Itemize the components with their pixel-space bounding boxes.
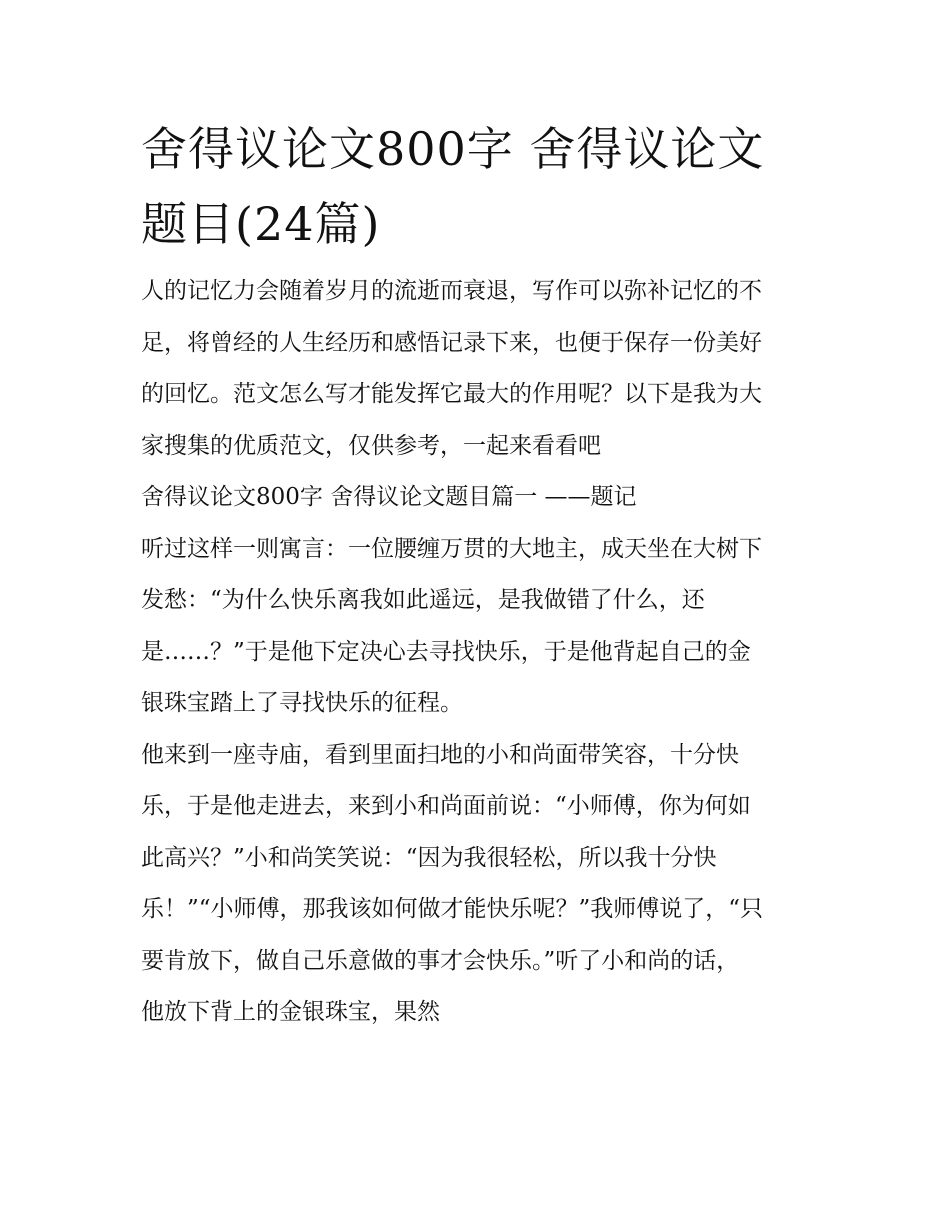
paragraph-line: 他来到一座寺庙，看到里面扫地的小和尚面带笑容，十分快: [141, 741, 739, 768]
paragraph-line: 足，将曾经的人生经历和感悟记录下来，也便于保存一份美好: [141, 329, 762, 356]
title-line-1: 舍得议论文800字 舍得议论文: [141, 122, 765, 176]
section-heading-line: 舍得议论文800字 舍得议论文题目篇一 ——题记: [141, 484, 637, 510]
paragraph-line: 乐！”“小师傅，那我该如何做才能快乐呢？”我师傅说了，“只: [141, 896, 764, 922]
title-line-2: 题目(24篇): [141, 197, 381, 251]
paragraph-line: 人的记忆力会随着岁月的流逝而衰退，写作可以弥补记忆的不: [141, 278, 762, 304]
body-paragraph-2: [141, 730, 813, 1039]
document-title: [141, 112, 813, 262]
paragraph-line: 的回忆。范文怎么写才能发挥它最大的作用呢？以下是我为大: [141, 381, 762, 407]
paragraph-line: 此高兴？”小和尚笑笑说：“因为我很轻松，所以我十分快: [141, 844, 717, 871]
paragraph-line: 发愁：“为什么快乐离我如此遥远，是我做错了什么，还: [141, 587, 705, 613]
section-heading: [141, 472, 813, 524]
paragraph-line: 家搜集的优质范文，仅供参考，一起来看看吧: [141, 432, 601, 459]
paragraph-line: 听过这样一则寓言：一位腰缠万贯的大地主，成天坐在大树下: [141, 535, 762, 562]
paragraph-line: 要肯放下，做自己乐意做的事才会快乐。”听了小和尚的话，: [141, 947, 740, 974]
paragraph-line: 他放下背上的金银珠宝，果然: [141, 999, 440, 1025]
paragraph-line: 银珠宝踏上了寻找快乐的征程。: [141, 690, 463, 716]
intro-paragraph: [141, 266, 813, 472]
paragraph-line: 是……？”于是他下定决心去寻找快乐，于是他背起自己的金: [141, 638, 751, 665]
body-paragraph-1: [141, 524, 813, 730]
document-page: [141, 112, 813, 1039]
paragraph-line: 乐，于是他走进去，来到小和尚面前说：“小师傅，你为何如: [141, 793, 751, 819]
